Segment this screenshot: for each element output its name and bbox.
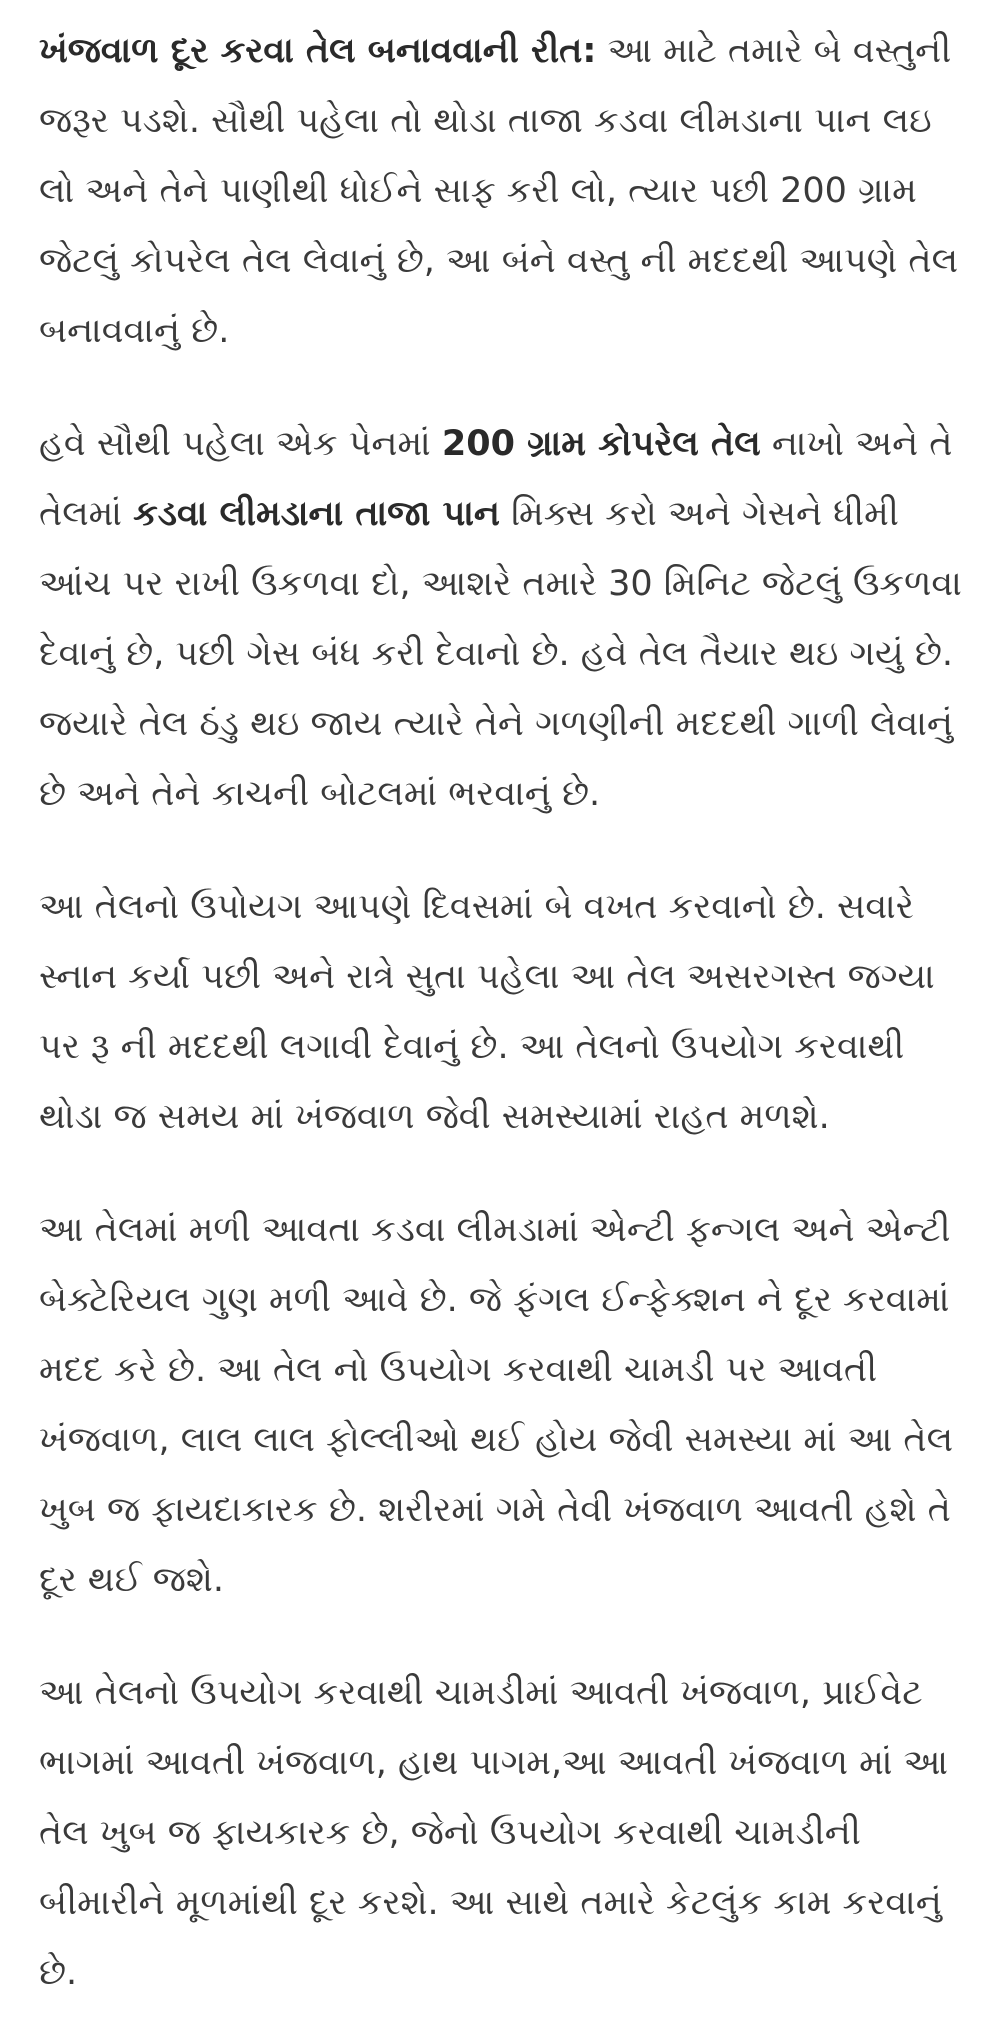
recipe-heading: ખંજવાળ દૂર કરવા તેલ બનાવવાની રીત: — [39, 31, 597, 71]
highlight-neem-leaves: કડવા લીમડાના તાજા પાન — [133, 494, 500, 534]
paragraph-text: આ તેલમાં મળી આવતા કડવા લીમડામાં એન્ટી ફન્ગલ અને એન્ટી બેક્ટેરિયલ ગુણ મળી આવે છે. જે ફંગલ ઈન્ફેક્શન ને દૂર કરવામાં મદદ કરે છે. આ તેલ નો ઉપયોગ કરવાથી ચામડી પર આવતી ખંજવાળ, લાલ લાલ ફોલ્લીઓ થઈ હોય જેવી સમસ્યા માં આ તેલ ખુબ જ ફાયદાકારક છે. શરીરમાં ગમે તેવી ખંજવાળ આવતી હશે તે દૂર થઈ જશે. — [39, 1210, 954, 1600]
paragraph-text: હવે સૌથી પહેલા એક પેનમાં — [39, 424, 442, 464]
paragraph-oil-recipe — [39, 16, 966, 366]
paragraph-usage — [39, 872, 966, 1152]
paragraph-text: આ તેલનો ઉપોયગ આપણે દિવસમાં બે વખત કરવાનો છે. સવારે સ્નાન કર્યા પછી અને રાત્રે સુતા પહેલા આ તેલ અસરગસ્ત જગ્યા પર રૂ ની મદદથી લગાવી દેવાનું છે. આ તેલનો ઉપયોગ કરવાથી થોડા જ સમય માં ખંજવાળ જેવી સમસ્યામાં રાહત મળશે. — [39, 887, 935, 1137]
highlight-coconut-oil: 200 ગ્રામ કોપરેલ તેલ — [441, 424, 761, 464]
paragraph-preparation — [39, 409, 966, 829]
paragraph-text: આ માટે તમારે બે વસ્તુની જરૂર પડશે. સૌથી પહેલા તો થોડા તાજા કડવા લીમડાના પાન લઇ લો અને તેને પાણીથી ધોઈને સાફ કરી લો, ત્યાર પછી 200 ગ્રામ જેટલું કોપરેલ તેલ લેવાનું છે, આ બંને વસ્તુ ની મદદથી આપણે તેલ બનાવવાનું છે. — [39, 31, 959, 351]
paragraph-additional — [39, 1658, 966, 2008]
paragraph-text: આ તેલનો ઉપયોગ કરવાથી ચામડીમાં આવતી ખંજવાળ, પ્રાઈવેટ ભાગમાં આવતી ખંજવાળ, હાથ પાગમ,આ આવતી ખંજવાળ માં આ તેલ ખુબ જ ફાયકારક છે, જેનો ઉપયોગ કરવાથી ચામડીની બીમારીને મૂળમાંથી દૂર કરશે. આ સાથે તમારે કેટલુંક કામ કરવાનું છે. — [39, 1673, 949, 1993]
paragraph-text: નાખો અને તે તેલમાં — [39, 424, 953, 534]
paragraph-text: મિક્સ કરો અને ગેસને ધીમી આંચ પર રાખી ઉકળવા દો, આશરે તમારે 30 મિનિટ જેટલું ઉકળવા દેવાનું છે, પછી ગેસ બંધ કરી દેવાનો છે. હવે તેલ તૈયાર થઇ ગયું છે. જયારે તેલ ઠંડુ થઇ જાય ત્યારે તેને ગળણીની મદદથી ગાળી લેવાનું છે અને તેને કાચની બોટલમાં ભરવાનું છે. — [39, 494, 962, 814]
paragraph-benefits — [39, 1195, 966, 1615]
